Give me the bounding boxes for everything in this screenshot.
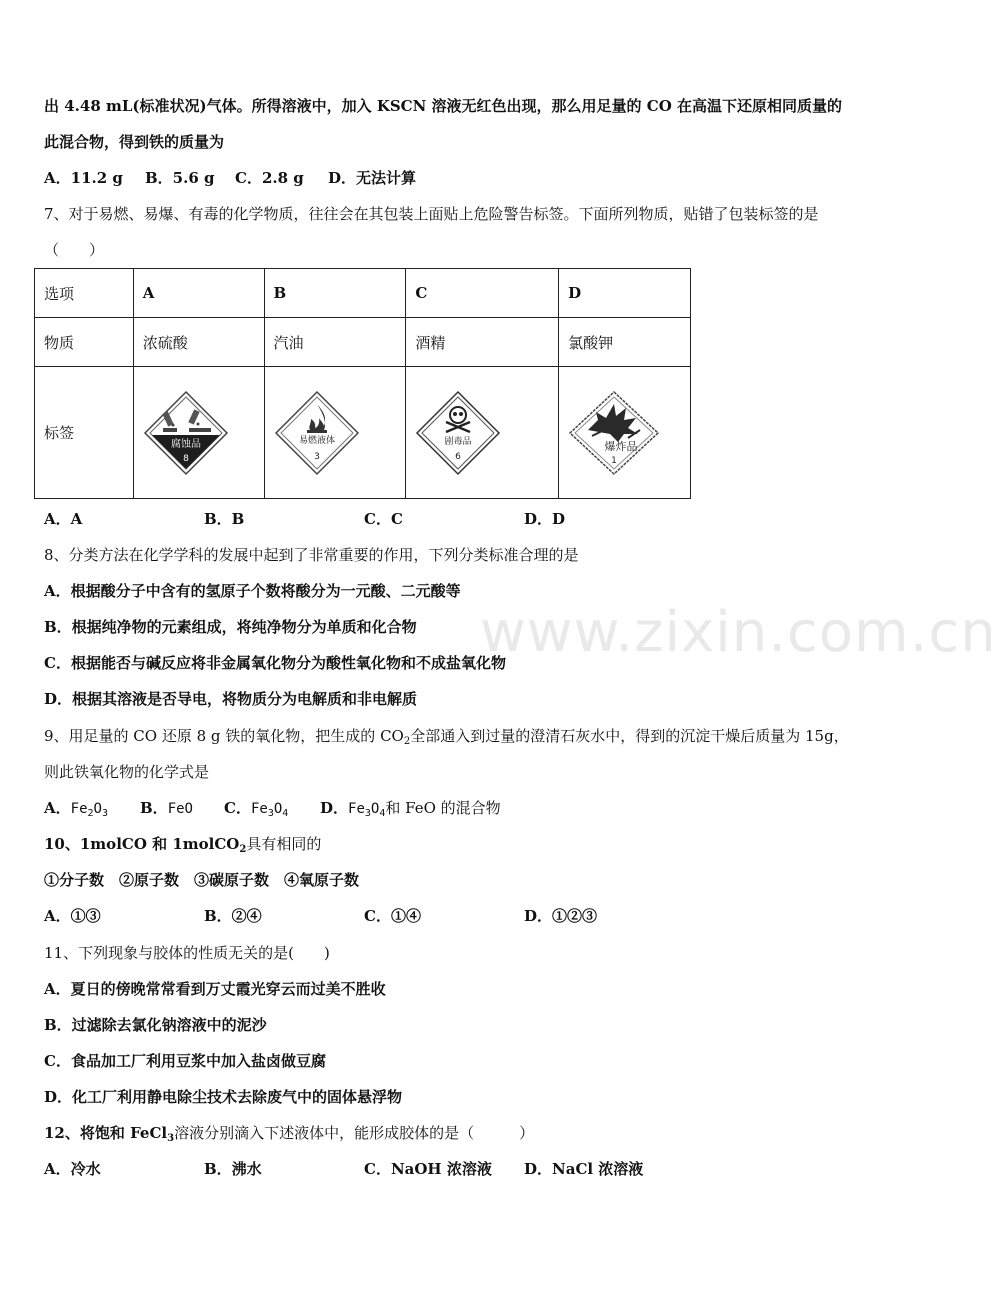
substance-b: 汽油 (264, 318, 406, 367)
label-c-number: 6 (455, 451, 462, 462)
q7-option-a: A．A (44, 510, 83, 528)
label-d (559, 367, 691, 499)
q11-option-c: C．食品加工厂利用豆浆中加入盐卤做豆腐 (44, 1052, 326, 1070)
q8-option-c: C．根据能否与碱反应将非金属氧化物分为酸性氧化物和不成盐氧化物 (44, 654, 506, 672)
label-d-text: 爆炸品 (604, 439, 638, 453)
q6-option-c: C．2.8 g (235, 169, 304, 187)
q10-option-c: C．①④ (364, 907, 421, 925)
substance-d: 氯酸钾 (559, 318, 691, 367)
label-a-number: 8 (182, 453, 189, 464)
q10-stem-a: 10、1molCO 和 1molCO (44, 835, 240, 853)
q9-stem-a: 9、用足量的 CO 还原 8 g 铁的氧化物，把生成的 CO (44, 727, 404, 745)
explosive-icon (568, 390, 660, 476)
q9-line2: 则此铁氧化物的化学式是 (44, 763, 210, 781)
q10-stem-b: 具有相同的 (246, 835, 322, 853)
q11-option-a: A．夏日的傍晚常常看到万丈霞光穿云而过美不胜收 (44, 980, 386, 998)
q7-table (34, 268, 691, 499)
corrosive-icon (143, 390, 229, 476)
q9-stem-b: 全部通入到过量的澄清石灰水中，得到的沉淀干燥后质量为 15g， (410, 727, 849, 745)
substance-a: 浓硫酸 (133, 318, 264, 367)
q6-option-b: B．5.6 g (145, 169, 215, 187)
q11-stem: 11、下列现象与胶体的性质无关的是( ) (44, 944, 330, 962)
flammable-liquid-icon (274, 390, 360, 476)
row-header-option: 选项 (35, 269, 134, 318)
q12-stem (44, 1122, 534, 1144)
watermark: www.zixin.com.cn (480, 600, 997, 665)
label-b (264, 367, 406, 499)
q12-option-c: C．NaOH 浓溶液 (364, 1160, 492, 1178)
substance-c: 酒精 (406, 318, 559, 367)
col-header-a: A (133, 269, 264, 318)
col-header-b: B (264, 269, 406, 318)
q12-option-d: D．NaCl 浓溶液 (524, 1160, 644, 1178)
col-header-d: D (559, 269, 691, 318)
q10-items: ①分子数 ②原子数 ③碳原子数 ④氧原子数 (44, 871, 360, 889)
q7-option-b: B．B (204, 510, 245, 528)
label-c (406, 367, 559, 499)
q10-co2-sub: 2 (239, 844, 247, 855)
q10-option-b: B．②④ (204, 907, 262, 925)
q6-line1: 出 4.48 mL(标准状况)气体。所得溶液中，加入 KSCN 溶液无红色出现，那么用足量的 CO 在高温下还原相同质量的 (44, 97, 843, 115)
label-a (133, 367, 264, 499)
q12-stem-a: 12、将饱和 FeCl (44, 1124, 168, 1142)
q12-option-b: B．沸水 (204, 1160, 262, 1178)
q8-option-a: A．根据酸分子中含有的氢原子个数将酸分为一元酸、二元酸等 (44, 582, 461, 600)
toxic-icon (415, 390, 501, 476)
label-d-number: 1 (611, 455, 617, 466)
q9-option-b: B．FeO (140, 799, 193, 817)
q12-fecl3-sub: 3 (167, 1133, 175, 1144)
q7-option-d: D．D (524, 510, 566, 528)
row-header-substance: 物质 (35, 318, 134, 367)
q8-option-b: B．根据纯净物的元素组成，将纯净物分为单质和化合物 (44, 618, 417, 636)
label-a-text: 腐蚀品 (170, 438, 201, 450)
q12-stem-b: 溶液分别滴入下述液体中，能形成胶体的是（ ） (174, 1124, 535, 1142)
q9-option-d: D．$Fe_3O_4$和 FeO 的混合物 (320, 799, 501, 819)
q10-option-d: D．①②③ (524, 907, 598, 925)
q6-line2: 此混合物，得到铁的质量为 (44, 133, 225, 151)
q11-option-b: B．过滤除去氯化钠溶液中的泥沙 (44, 1016, 267, 1034)
label-b-number: 3 (313, 451, 320, 462)
q8-stem: 8、分类方法在化学学科的发展中起到了非常重要的作用，下列分类标准合理的是 (44, 546, 579, 564)
label-c-text: 剧毒品 (444, 436, 472, 447)
row-header-label: 标签 (35, 367, 134, 499)
q9-option-a: A．$Fe_2O_3$ (44, 799, 108, 819)
q8-option-d: D．根据其溶液是否导电，将物质分为电解质和非电解质 (44, 690, 418, 708)
q11-option-d: D．化工厂利用静电除尘技术去除废气中的固体悬浮物 (44, 1088, 403, 1106)
label-b-text: 易燃液体 (298, 435, 335, 446)
q6-option-d: D．无法计算 (328, 169, 417, 187)
q6-option-a: A．11.2 g (44, 169, 123, 187)
col-header-c: C (406, 269, 559, 318)
q10-option-a: A．①③ (44, 907, 101, 925)
q7-option-c: C．C (364, 510, 403, 528)
q10-stem (44, 833, 321, 855)
q9-stem (44, 725, 849, 747)
q12-option-a: A．冷水 (44, 1160, 101, 1178)
q7-stem-line2: （ ） (44, 241, 105, 259)
q7-stem-line1: 7、对于易燃、易爆、有毒的化学物质，往往会在其包装上面贴上危险警告标签。下面所列物质，贴错了包装标签的是 (44, 205, 819, 223)
q9-co2-sub: 2 (403, 736, 411, 747)
q9-option-c: C．$Fe_3O_4$ (224, 799, 289, 819)
